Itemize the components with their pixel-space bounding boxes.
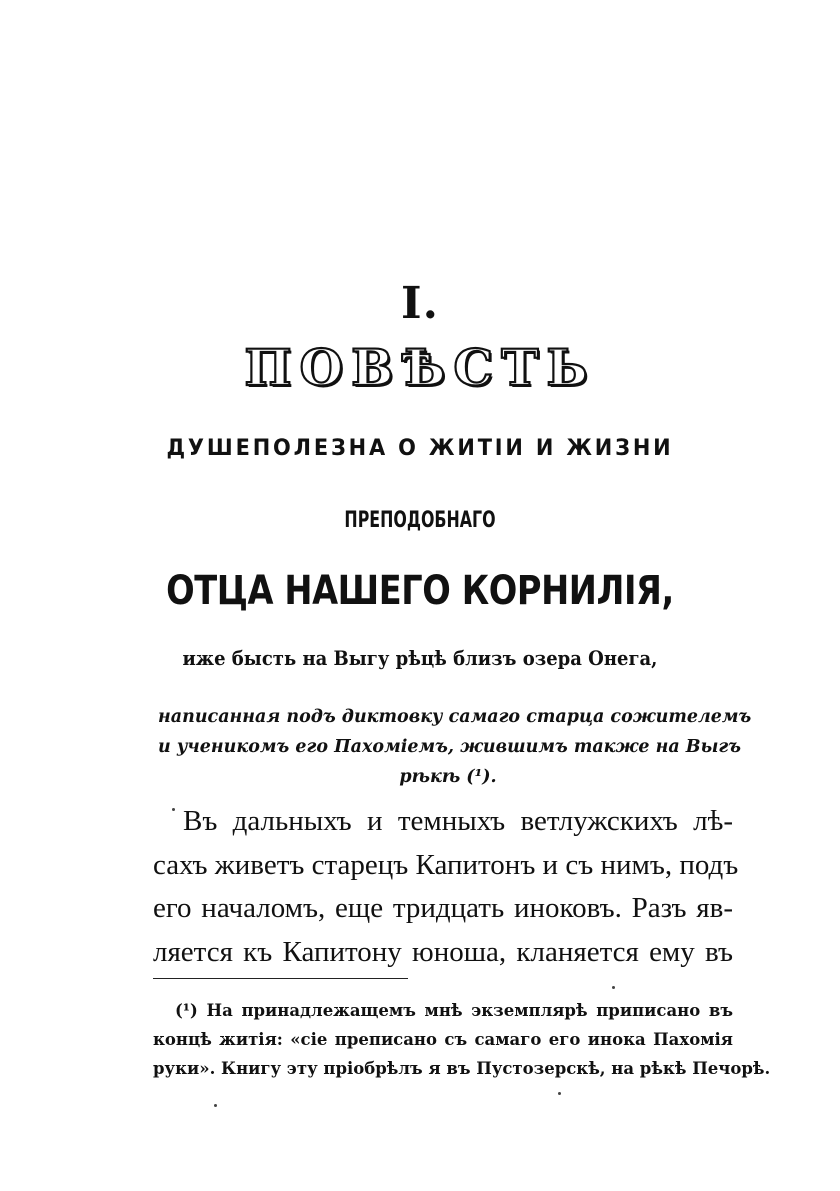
footnote-line: (¹) На принадлежащемъ мнѣ экземплярѣ приписано въ (175, 1001, 733, 1020)
title-line-1: ДУШЕПОЛЕЗНА О ЖИТІИ И ЖИЗНИ (166, 436, 674, 461)
body-line: его началомъ, еще тридцать иноковъ. Разъ яв- (153, 892, 733, 924)
title-line-3: ОТЦА НАШЕГО КОРНИЛІЯ, (166, 568, 674, 614)
body-line: сахъ живетъ старецъ Капитонъ и съ нимъ, подъ (153, 848, 739, 881)
body-line: ляется къ Капитону юноша, кланяется ему въ (153, 935, 733, 968)
italic-subtitle-line: и ученикомъ его Пахоміемъ, жившимъ также на Выгъ (158, 737, 741, 757)
italic-subtitle-line: написанная подъ диктовку самаго старца сожителемъ (158, 707, 752, 727)
footnote-line: концѣ житія: «сіе преписано съ самаго его инока Пахомія (153, 1030, 733, 1049)
speck-mark (172, 808, 175, 811)
footnote (153, 996, 771, 1083)
chapter-numeral: I. (401, 278, 439, 329)
body-text (153, 800, 739, 974)
italic-subtitle-line: рѣкѣ (¹). (399, 767, 497, 787)
title-line-2: ПРЕПОДОБНАГО (344, 508, 496, 533)
speck-mark (558, 1092, 561, 1095)
body-line: Въ дальныхъ и темныхъ ветлужскихъ лѣ- (183, 805, 733, 837)
speck-mark (612, 986, 615, 989)
footnote-rule (153, 978, 408, 979)
footnote-line: руки». Книгу эту пріобрѣлъ я въ Пустозерскѣ, на рѣкѣ Печорѣ. (153, 1059, 771, 1078)
page-title: ПОВѢСТЬ (244, 338, 596, 397)
speck-mark (214, 1104, 217, 1107)
italic-subtitle (158, 702, 752, 792)
title-line-4: иже бысть на Выгу рѣцѣ близъ озера Онега, (182, 646, 658, 670)
